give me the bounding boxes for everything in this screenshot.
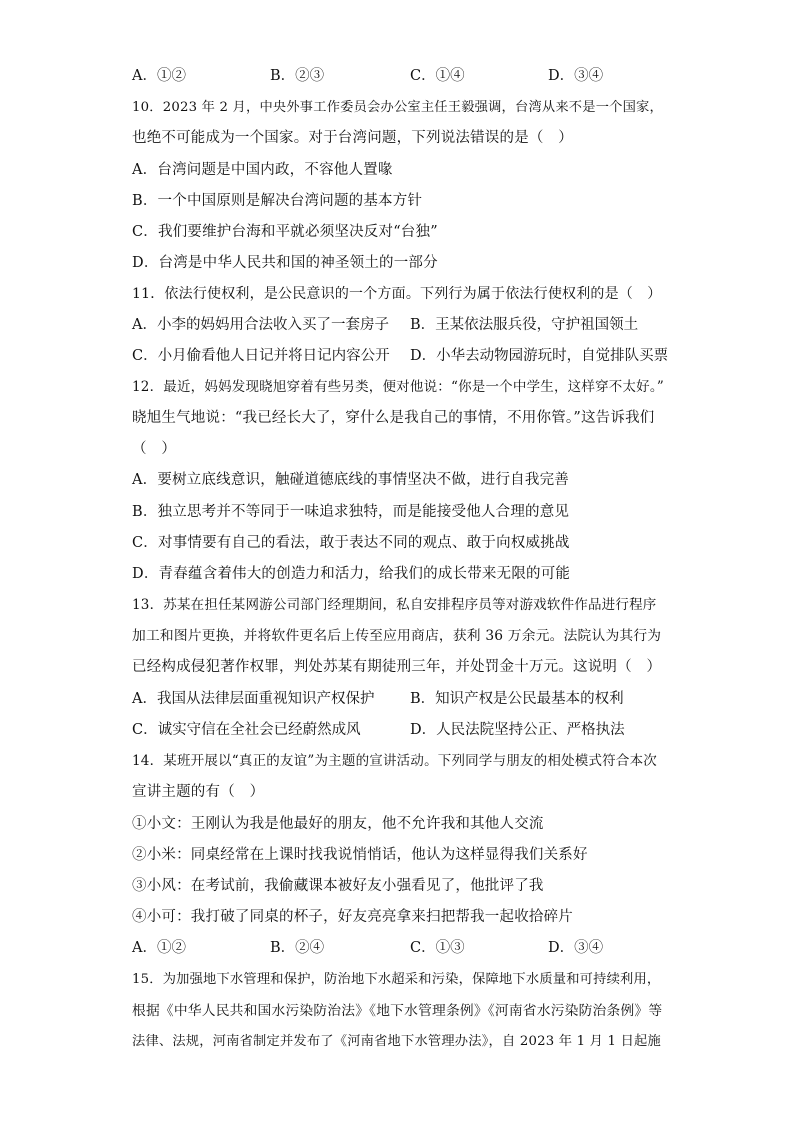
question-11-option-a: A．小李的妈妈用合法收入买了一套房子 (132, 317, 389, 333)
question-12-option-a: A．要树立底线意识，触碰道德底线的事情坚决不做，进行自我完善 (132, 472, 569, 488)
question-10-stem: 10．2023 年 2 月，中央外事工作委员会办公室主任王毅强调，台湾从来不是一个国家， (132, 100, 663, 115)
question-12-answer-bracket: （ ） (132, 441, 177, 457)
question-14-option-b: B．②④ (270, 940, 325, 956)
question-14-option-a: A．①② (132, 940, 186, 956)
option-c: C．①④ (410, 68, 465, 84)
question-15-stem-cont-2: 法律、法规，河南省制定并发布了《河南省地下水管理办法》，自 2023 年 1 月 1 日起施 (132, 1034, 661, 1049)
question-11-stem: 11．依法行使权利，是公民意识的一个方面。下列行为属于依法行使权利的是（ ） (132, 286, 662, 302)
question-10-stem-cont: 也绝不可能成为一个国家。对于台湾问题，下列说法错误的是（ ） (132, 130, 573, 146)
question-12-stem-cont: 晓旭生气地说：“我已经长大了，穿什么是我自己的事情，不用你管。”这告诉我们 (132, 410, 655, 426)
question-14-option-c: C．①③ (410, 940, 465, 956)
question-13-option-d: D．人民法院坚持公正、严格执法 (410, 722, 625, 738)
option-b: B．②③ (270, 68, 325, 84)
question-11-option-b: B．王某依法服兵役，守护祖国领土 (410, 317, 639, 333)
question-13-option-b: B．知识产权是公民最基本的权利 (410, 691, 624, 707)
question-12-stem: 12．最近，妈妈发现晓旭穿着有些另类，便对他说：“你是一个中学生，这样穿不太好。” (132, 379, 664, 395)
question-14-statement-3: ③小风：在考试前，我偷藏课本被好友小强看见了，他批评了我 (132, 878, 544, 894)
question-13-stem-cont: 加工和图片更换，并将软件更名后上传至应用商店，获利 36 万余元。法院认为其行为 (132, 628, 662, 644)
question-14-statement-2: ②小米：同桌经常在上课时找我说悄悄话，他认为这样显得我们关系好 (132, 847, 588, 863)
question-14-statement-4: ④小可：我打破了同桌的杯子，好友亮亮拿来扫把帮我一起收拾碎片 (132, 909, 573, 925)
question-10-option-d: D．台湾是中华人民共和国的神圣领土的一部分 (132, 255, 438, 271)
question-12-option-c: C．对事情要有自己的看法，敢于表达不同的观点、敢于向权威挑战 (132, 535, 570, 551)
question-14-stem-cont: 宣讲主题的有（ ） (132, 784, 265, 800)
question-13-option-c: C．诚实守信在全社会已经蔚然成风 (132, 722, 361, 738)
question-11-option-c: C．小月偷看他人日记并将日记内容公开 (132, 348, 390, 364)
question-10-option-b: B．一个中国原则是解决台湾问题的基本方针 (132, 193, 423, 209)
question-13-option-a: A．我国从法律层面重视知识产权保护 (132, 691, 375, 707)
question-15-stem: 15．为加强地下水管理和保护，防治地下水超采和污染，保障地下水质量和可持续利用， (132, 972, 661, 987)
question-14-option-d: D．③④ (548, 940, 604, 956)
question-15-stem-cont: 根据《中华人民共和国水污染防治法》《地下水管理条例》《河南省水污染防治条例》等 (132, 1003, 663, 1019)
question-12-option-b: B．独立思考并不等同于一味追求独特，而是能接受他人合理的意见 (132, 504, 570, 520)
option-d: D．③④ (548, 68, 604, 84)
question-14-stem: 14．某班开展以“真正的友谊”为主题的宣讲活动。下列同学与朋友的相处模式符合本次 (132, 753, 657, 769)
question-13-stem: 13．苏某在担任某网游公司部门经理期间，私自安排程序员等对游戏软件作品进行程序 (132, 597, 657, 613)
question-12-option-d: D．青春蕴含着伟大的创造力和活力，给我们的成长带来无限的可能 (132, 566, 571, 582)
question-10-option-a: A．台湾问题是中国内政，不容他人置喙 (132, 162, 393, 178)
question-10-option-c: C．我们要维护台海和平就必须坚决反对“台独” (132, 224, 438, 240)
question-11-option-d: D．小华去动物园游玩时，自觉排队买票 (410, 348, 669, 364)
option-a: A．①② (132, 68, 186, 84)
question-13-stem-cont-2: 已经构成侵犯著作权罪，判处苏某有期徒刑三年，并处罚金十万元。这说明（ ） (132, 659, 662, 675)
question-14-statement-1: ①小文：王刚认为我是他最好的朋友，他不允许我和其他人交流 (132, 816, 544, 832)
